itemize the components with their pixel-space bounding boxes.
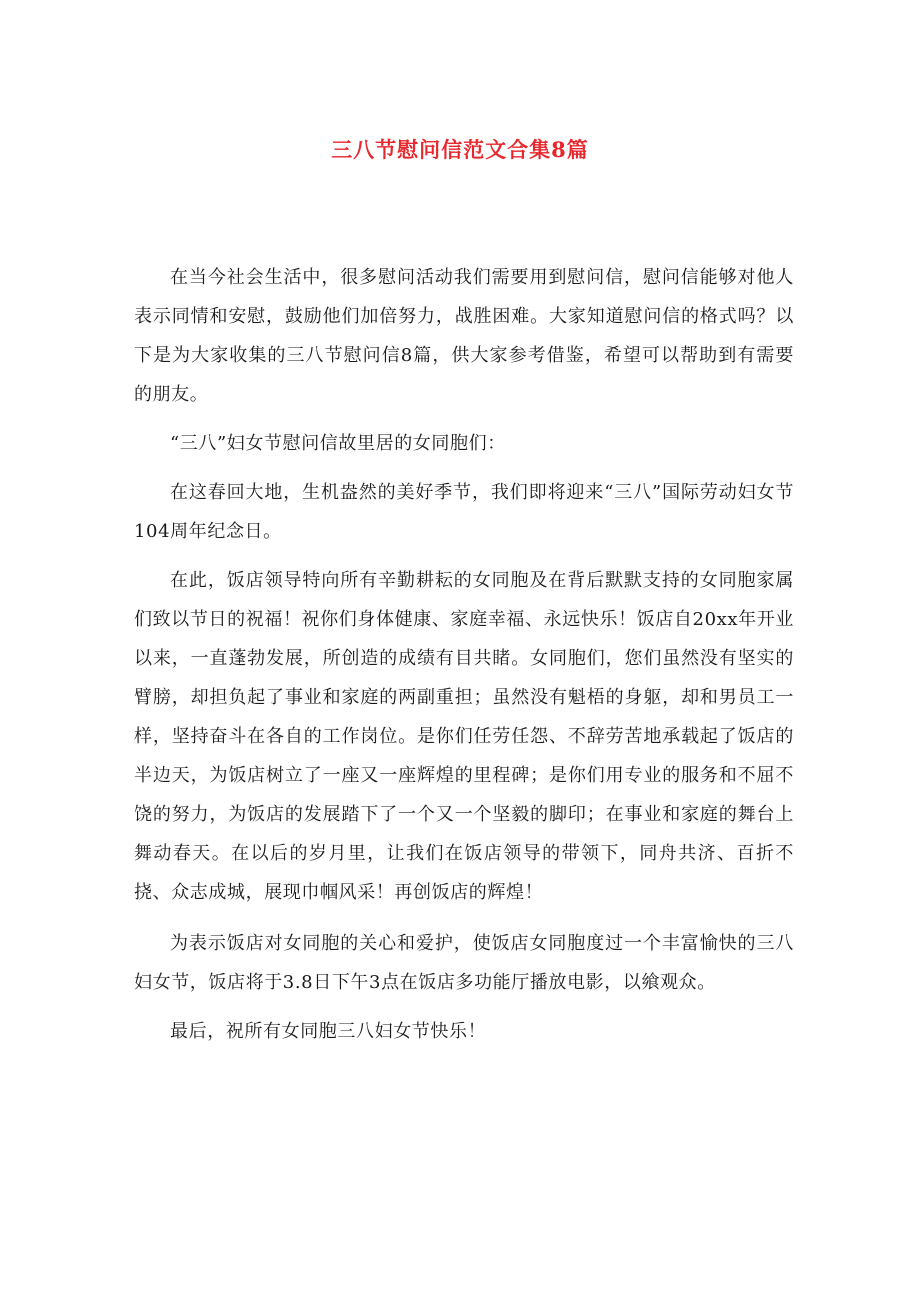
letter-salutation: “三八”妇女节慰问信故里居的女同胞们： [170, 433, 506, 454]
letter-paragraph: 在这春回大地，生机盎然的美好季节，我们即将迎来“三八”国际劳动妇女节104周年纪念日。 [134, 482, 794, 542]
document-body [134, 258, 794, 1051]
letter-closing: 最后，祝所有女同胞三八妇女节快乐！ [170, 1021, 487, 1042]
letter-paragraph: 在此，饭店领导特向所有辛勤耕耘的女同胞及在背后默默支持的女同胞家属们致以节日的祝福！祝你们身体健康、家庭幸福、永远快乐！饭店自20xx年开业以来，一直蓬勃发展，所创造的成绩有目共睹。女同胞们，您们虽然没有坚实的臂膀，却担负起了事业和家庭的两副重担；虽然没有魁梧的身躯，却和男员工一样，坚持奋斗在各自的工作岗位。是你们任劳任怨、不辞劳苦地承载起了饭店的半边天，为饭店树立了一座又一座辉煌的里程碑；是你们用专业的服务和不屈不饶的努力，为饭店的发展踏下了一个又一个坚毅的脚印；在事业和家庭的舞台上舞动春天。在以后的岁月里，让我们在饭店领导的带领下，同舟共济、百折不挠、众志成城，展现巾帼风采！再创饭店的辉煌！ [134, 570, 794, 903]
letter-paragraph: 为表示饭店对女同胞的关心和爱护，使饭店女同胞度过一个丰富愉快的三八妇女节，饭店将于3.8日下午3点在饭店多功能厅播放电影，以飨观众。 [134, 933, 794, 993]
intro-paragraph: 在当今社会生活中，很多慰问活动我们需要用到慰问信，慰问信能够对他人表示同情和安慰，鼓励他们加倍努力，战胜困难。大家知道慰问信的格式吗？以下是为大家收集的三八节慰问信8篇，供大家参考借鉴，希望可以帮助到有需要的朋友。 [134, 267, 794, 405]
document-title: 三八节慰问信范文合集8篇 [331, 137, 589, 163]
